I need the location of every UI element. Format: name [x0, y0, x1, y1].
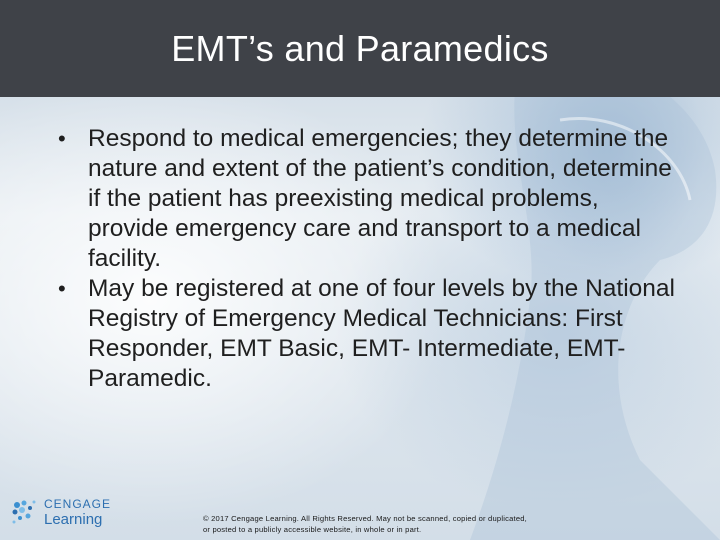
bullet-text: May be registered at one of four levels by the National Registry of Emergency Medical Technicians: First Responder, EMT Basic, EMT- Intermediate, EMT- Paramedic.: [88, 275, 675, 392]
bullet-list: [56, 124, 676, 394]
bullet-text: Respond to medical emergencies; they determine the nature and extent of the patient’s condition, determine if the patient has preexisting medical problems, provide emergency care and transport to a medical facility.: [88, 125, 672, 272]
cengage-logo: [10, 497, 111, 527]
bullet-marker: •: [58, 276, 66, 301]
title-bar: [0, 0, 720, 97]
bullet-marker: •: [58, 126, 66, 151]
logo-text-learning: Learning: [44, 511, 103, 528]
bullet-item: [56, 274, 676, 394]
cengage-logo-icon: [10, 498, 38, 526]
slide-title: EMT’s and Paramedics: [171, 27, 549, 69]
bullet-item: [56, 124, 676, 274]
copyright-notice: © 2017 Cengage Learning. All Rights Reserved. May not be scanned, copied or duplicated, or posted to a publicly accessible website, in whole or in part.: [203, 514, 527, 534]
logo-text-cengage: CENGAGE: [44, 497, 112, 511]
